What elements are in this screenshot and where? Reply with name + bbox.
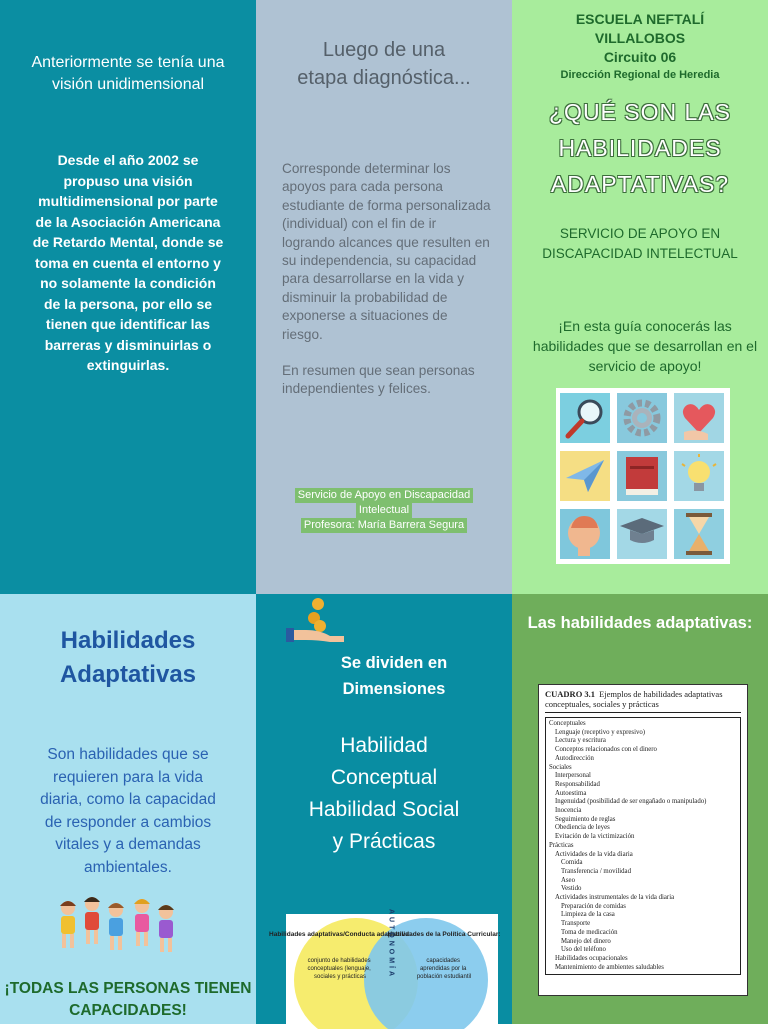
venn-diagram [269,908,501,1024]
paper-plane-icon [560,451,610,501]
panel-dimensions [256,594,512,1024]
table-row: Habilidades ocupacionales [555,954,628,962]
table-row: Uso del teléfono [561,946,606,954]
lightbulb-icon [674,451,724,501]
table-row: Transporte [561,920,591,928]
credits [276,488,492,533]
dimension-line: Habilidad Social [308,798,460,821]
service-name: SERVICIO DE APOYO EN DISCAPACIDAD INTELECTUAL [542,226,738,261]
slogan: ¡TODAS LAS PERSONAS TIENEN CAPACIDADES! [4,980,252,1019]
panel-diagnostic-stage [256,0,512,594]
table-row: Lenguaje (receptivo y expresivo) [555,728,646,736]
table-row: Seguimiento de reglas [555,815,616,823]
venn-right-title: Habilidades de la Política Curricular: [387,931,501,938]
venn-left-title: Habilidades adaptativas/Conducta adaptativa: [269,931,411,938]
school-name-line2: VILLALOBOS [594,30,686,46]
table-title-text: Ejemplos de habilidades adaptativas conceptuales, sociales y prácticas [545,689,723,709]
table-row: Lectura y escritura [555,737,606,745]
supports-paragraph: Corresponde determinar los apoyos para cada persona estudiante de forma personalizada (individual) con el fin de ir logrando alcances que resulten en su independencia, su capacidad para desarrollarse en la vida y disminuir la probabilidad de exponerse a situaciones de riesgo. [282,161,491,342]
dimensions-subheading [296,650,492,702]
table-row: Preparación de comidas [561,902,626,910]
graduation-cap-icon [617,509,667,559]
child-figure [108,903,124,950]
panel-cover [512,0,768,594]
table-rows [545,717,741,975]
table-row: Ingenuidad (posibilidad de ser engañado o manipulado) [555,798,707,806]
definition-heading: Habilidades Adaptativas [59,627,197,688]
panel-definition [0,594,256,1024]
table-row: Vestido [561,885,582,893]
cover-question: ¿QUÉ SON LAS HABILIDADES ADAPTATIVAS? [549,99,731,197]
history-paragraph: Desde el año 2002 se propuso una visión multidimensional por parte de la Asociación Americana de Retardo Mental, donde se toma en cuenta el entorno y no solamente la condición de la persona, por ello se tienen que identificar las barreras y disminuirlas o extinguirlas. [32,152,224,373]
definition-body: Son habilidades que se requieren para la vida diaria, como la capacidad de responder a cambios vitales y a demandas ambientales. [40,746,216,876]
stage-body [282,160,492,417]
table-row: Comida [561,859,583,867]
circuit-label: Circuito 06 [603,49,677,65]
panel-examples [512,594,768,1024]
skills-table [538,684,748,996]
region-label: Dirección Regional de Heredia [560,69,720,81]
credit-service-line2: Intelectual [356,503,412,518]
child-figure [158,905,174,952]
school-name-line1: ESCUELA NEFTALÍ [575,11,705,27]
table-row: Sociales [549,763,572,771]
heart-hand-icon [674,393,724,443]
table-row: Prácticas [549,841,574,849]
skills-icon-grid [556,388,730,564]
brain-head-icon [560,509,610,559]
child-figure [60,901,76,948]
dimensions-list [276,730,492,858]
dimension-line: Habilidad [340,734,428,757]
hourglass-icon [674,509,724,559]
table-row: Evitación de la victimización [555,833,635,841]
child-figure [84,897,100,944]
table-row: Autoestima [555,789,587,797]
table-row: Manejo del dinero [561,937,611,945]
panel-previous-vision [0,0,256,594]
magnifier-icon [560,393,610,443]
dimension-line: Conceptual [330,766,438,789]
table-row: Responsabilidad [555,780,600,788]
venn-center-word: AUTONOMÍA [387,908,395,980]
table-row: Inocencia [555,807,582,815]
hand-coins-icon [284,596,350,646]
table-label: CUADRO 3.1 [545,689,596,699]
table-row: Transferencia / movilidad [561,867,631,875]
table-row: Limpieza de la casa [561,911,615,919]
credit-teacher: Profesora: María Barrera Segura [301,518,467,533]
table-row: Actividades de la vida diaria [555,850,633,858]
stage-title: Luego de una etapa diagnóstica... [297,39,471,89]
subheading-line1: Se dividen en [340,654,448,672]
book-icon [617,451,667,501]
table-row: Mantenimiento de ambientes saludables [555,963,664,971]
guide-intro: ¡En esta guía conocerás las habilidades que se desarrollan en el servicio de apoyo! [532,318,758,374]
children-illustration [52,896,182,962]
school-name [522,10,758,67]
gear-icon [617,393,667,443]
table-row: Interpersonal [555,772,591,780]
table-row: Toma de medicación [561,928,618,936]
venn-right-text: capacidades aprendidas por la población estudiantil [416,958,472,980]
child-figure [134,899,150,946]
examples-heading: Las habilidades adaptativas: [527,614,753,632]
venn-left-text: conjunto de habilidades conceptuales (lenguaje, sociales y prácticas [307,958,371,980]
table-row: Actividades instrumentales de la vida diaria [555,894,675,902]
table-row: Obediencia de leyes [555,824,610,832]
table-title [545,689,741,713]
summary-paragraph: En resumen que sean personas independientes y felices. [282,363,475,397]
table-row: Aseo [561,876,575,884]
dimension-line: y Prácticas [332,830,436,853]
table-row: Autodirección [555,754,594,762]
intro-text: Anteriormente se tenía una visión unidimensional [31,54,225,93]
subheading-line2: Dimensiones [342,680,446,698]
credit-service-line1: Servicio de Apoyo en Discapacidad [295,488,473,503]
table-row: Conceptuales [549,720,586,727]
table-row: Conceptos relacionados con el dinero [555,746,657,754]
